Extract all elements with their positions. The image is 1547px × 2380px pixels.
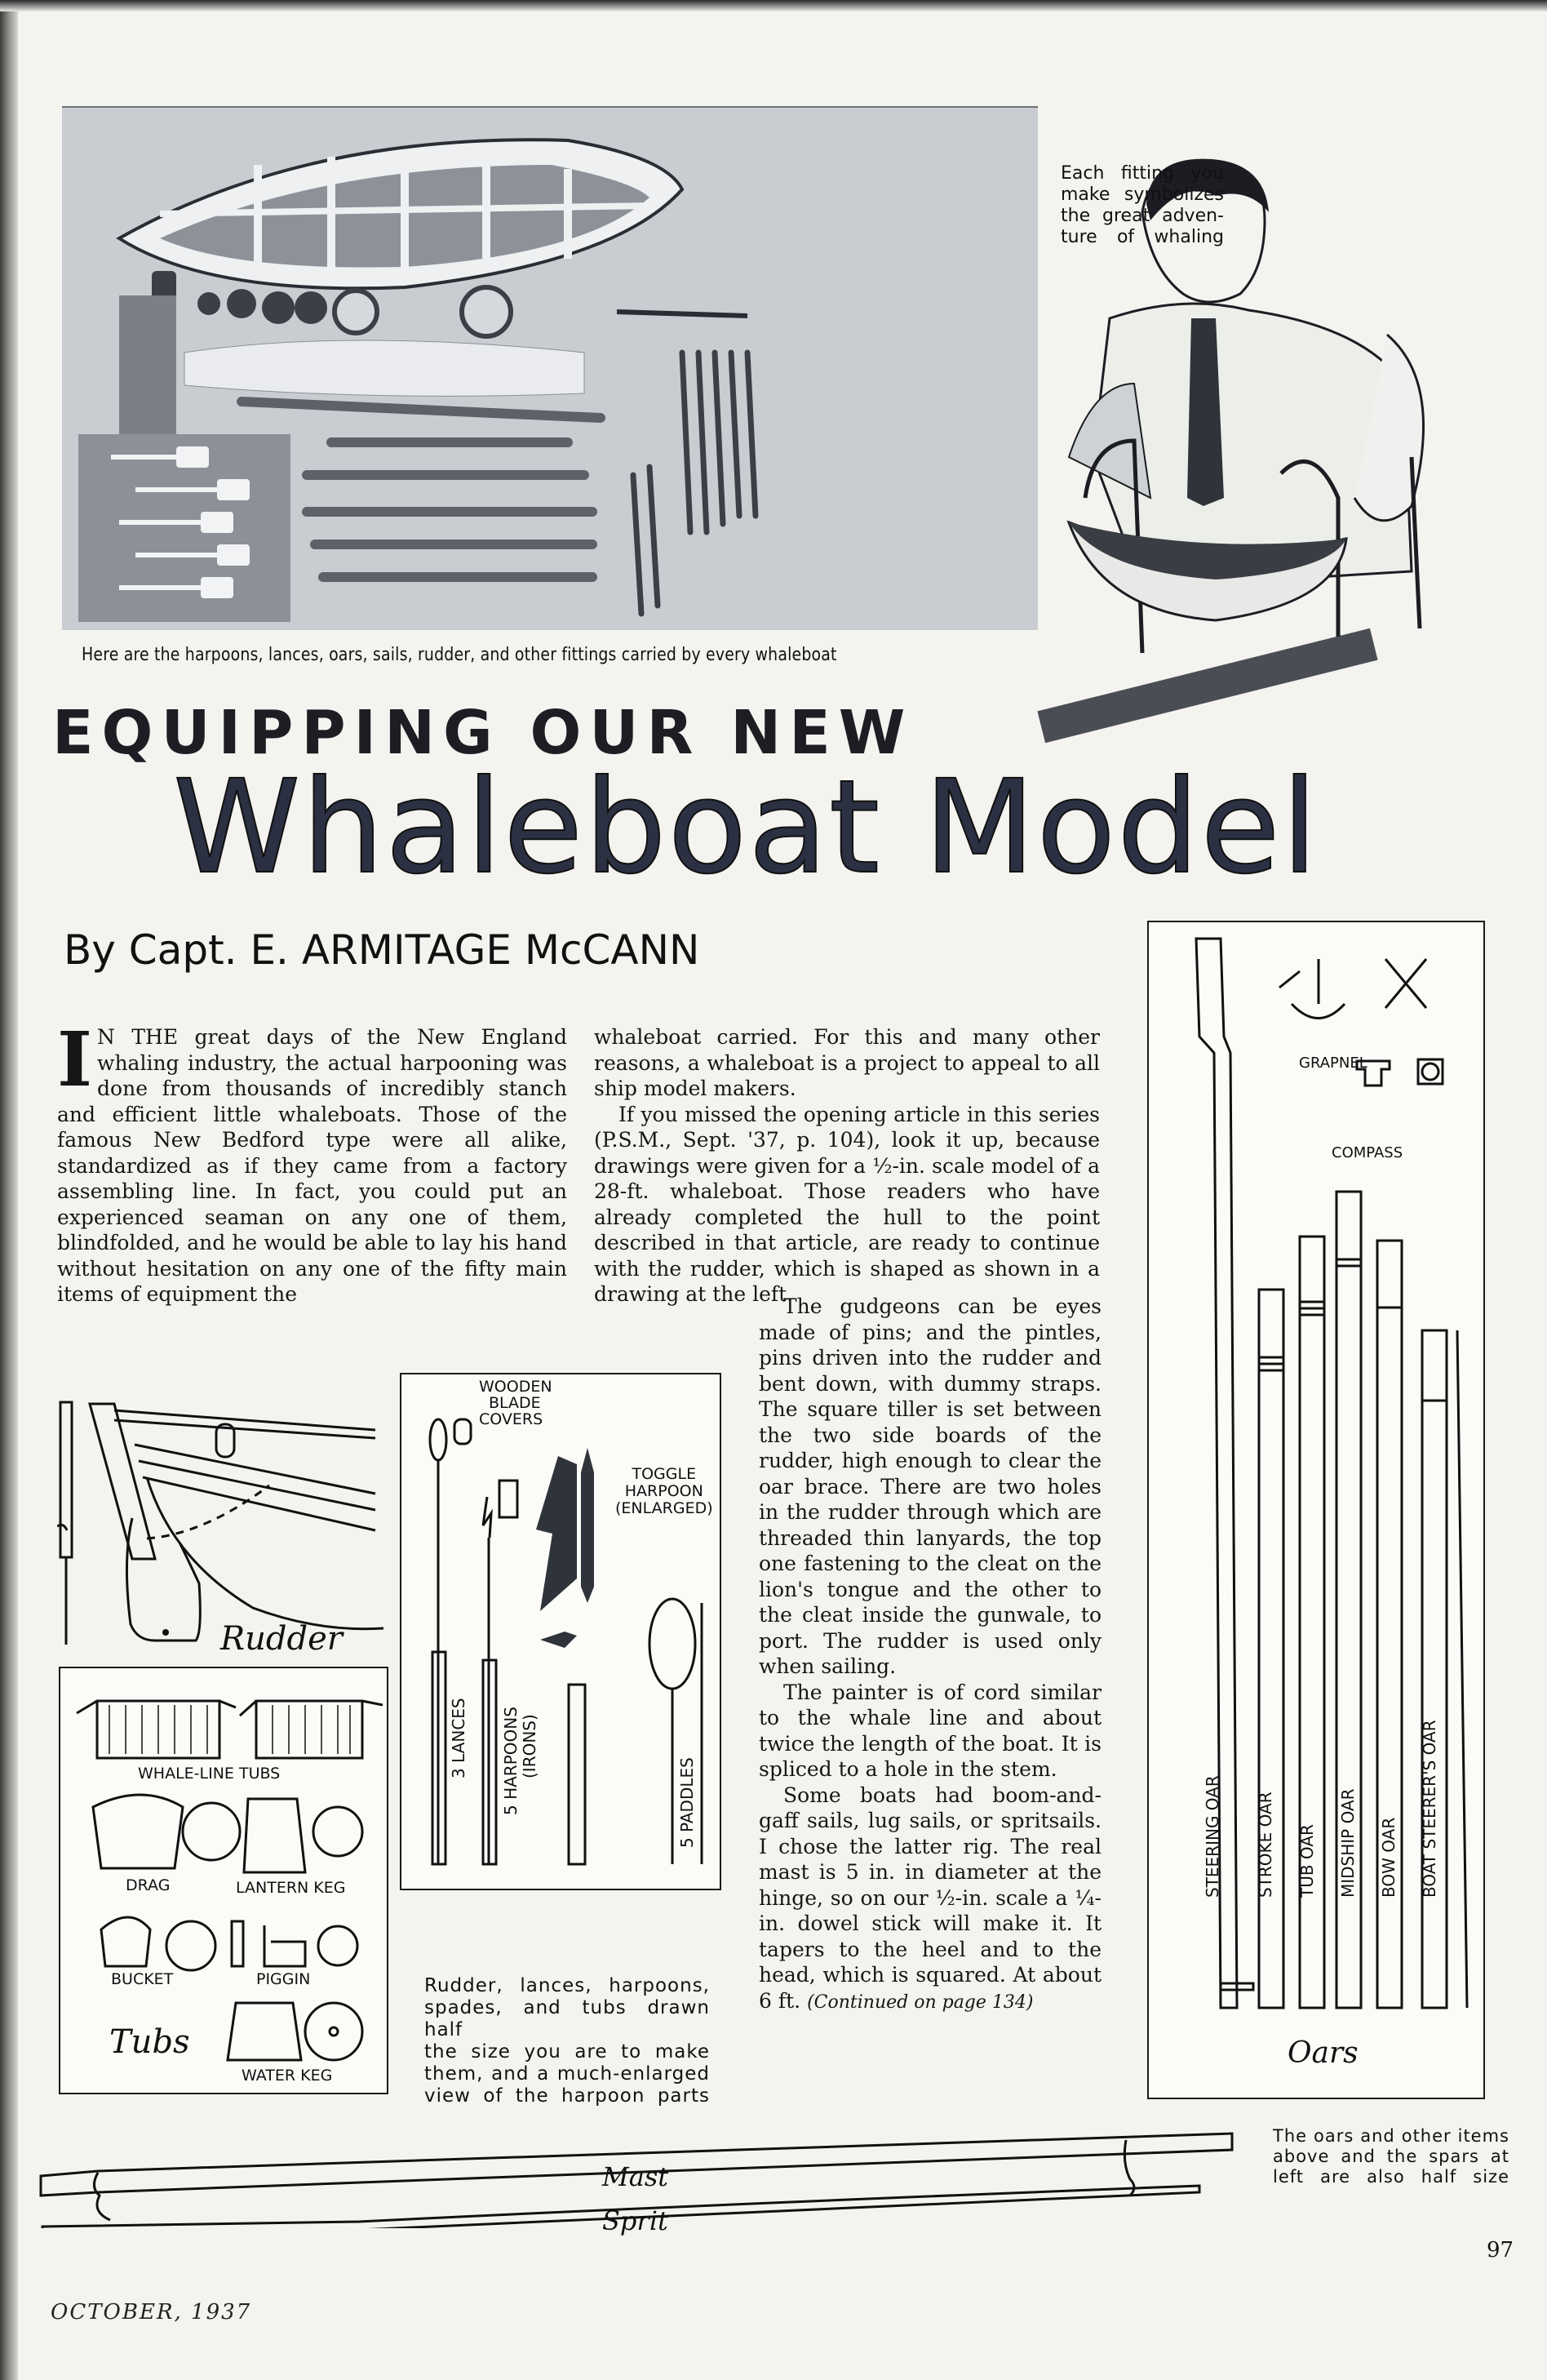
issue-date: OCTOBER, 1937 xyxy=(51,2300,252,2324)
caption-line: left are also half size xyxy=(1273,2167,1509,2187)
grapnel-label: GRAPNEL xyxy=(1299,1055,1367,1072)
piggin-label: PIGGIN xyxy=(256,1970,311,1988)
compass-label: COMPASS xyxy=(1332,1144,1403,1161)
caption-line: view of the harpoon parts xyxy=(424,2085,710,2107)
oars-panel xyxy=(1147,921,1485,2099)
fittings-photo-illustration xyxy=(62,108,1038,630)
headline-title: Whaleboat Model xyxy=(173,753,1319,903)
midship-oar-label: MIDSHIP OAR xyxy=(1338,1788,1358,1898)
oars-caption xyxy=(1273,2126,1509,2187)
irons-label: (IRONS) xyxy=(520,1714,539,1778)
tubs-panel xyxy=(59,1667,388,2094)
man-caption xyxy=(1061,163,1224,248)
man-caption-line: Each fitting you xyxy=(1061,163,1224,184)
bow-oar-label: BOW OAR xyxy=(1379,1817,1399,1898)
lantern-keg-label: LANTERN KEG xyxy=(236,1879,346,1897)
drop-cap: I xyxy=(57,1015,93,1103)
byline: By Capt. E. ARMITAGE McCANN xyxy=(64,926,700,974)
caption-line: them, and a much-enlarged xyxy=(424,2063,710,2085)
photo-caption: Here are the harpoons, lances, oars, sails, rudder, and other fittings carried by every whaleboat xyxy=(82,645,837,665)
article-paragraph: The gudgeons can be eyes made of pins; and the pintles, pins driven into the rudder and bent down, with dummy straps. The square tiller is set between the two side boards of the rudder, high enough to clear the oar brace. There are two holes in the rudder through which are threaded thin lanyards, the top one fastening to the cleat on the lion's tongue and the other to the cleat inside the gunwale, to port. The rudder is used only when sailing. xyxy=(759,1294,1102,1678)
article-column-3 xyxy=(759,1294,1102,2015)
page-number: 97 xyxy=(1487,2238,1514,2262)
drag-label: DRAG xyxy=(126,1876,171,1894)
caption-line: the size you are to make xyxy=(424,2041,710,2063)
mast-label: Mast xyxy=(602,2161,669,2192)
label-line: TOGGLE xyxy=(632,1465,697,1483)
label-line: COVERS xyxy=(479,1410,543,1428)
continued-link[interactable]: (Continued on page 134) xyxy=(807,1991,1034,2013)
sprit-label: Sprit xyxy=(602,2205,668,2236)
page-top-shadow xyxy=(0,0,1547,11)
weapons-panel xyxy=(400,1373,721,1890)
oars-title: Oars xyxy=(1288,2036,1359,2070)
oars-drawing xyxy=(1149,922,1483,2098)
article-text: Some boats had boom-and-gaff sails, lug sails, or spritsails. I chose the latter rig. The real mast is 5 in. in diameter at the hinge, so on our ½-in. scale a ¼-in. dowel stick will make it. It tapers to the heel and to the head, which is squared. At about 6 ft. xyxy=(759,1783,1102,2013)
caption-line: Rudder, lances, harpoons, xyxy=(424,1975,710,1996)
tub-oar-label: TUB OAR xyxy=(1297,1824,1317,1898)
article-column-1 xyxy=(57,1015,567,1308)
lances-label: 3 LANCES xyxy=(449,1698,468,1778)
fittings-photo xyxy=(62,106,1038,630)
article-paragraph: The painter is of cord similar to the whale line and about twice the length of the boat. It is spliced to a hole in the stem. xyxy=(759,1680,1102,1781)
wooden-blade-covers-label xyxy=(479,1379,552,1428)
toggle-harpoon-label xyxy=(615,1466,713,1517)
weapons-caption xyxy=(424,1975,710,2107)
stroke-oar-label: STROKE OAR xyxy=(1256,1792,1275,1898)
headline-kicker: EQUIPPING OUR NEW xyxy=(52,698,914,768)
caption-line: above and the spars at xyxy=(1273,2147,1509,2166)
article-paragraph xyxy=(759,1783,1102,2016)
article-column-2 xyxy=(594,1024,1100,1308)
label-line: HARPOON xyxy=(624,1482,703,1500)
article-paragraph: If you missed the opening article in this series (P.S.M., Sept. '37, p. 104), look it up, because drawings were given for a ½-in. scale model of a 28-ft. whaleboat. Those readers who have already completed the hull to the point described in that article, are ready to continue with the rudder, which is shaped as shown in a drawing at the left. xyxy=(594,1102,1100,1306)
tubs-title: Tubs xyxy=(109,2023,190,2061)
rudder-drawing xyxy=(57,1388,383,1657)
bucket-label: BUCKET xyxy=(111,1970,174,1988)
water-keg-label: WATER KEG xyxy=(242,2067,333,2085)
man-caption-line: ture of whaling xyxy=(1061,227,1224,247)
caption-line: spades, and tubs drawn half xyxy=(424,1997,710,2040)
article-paragraph: whaleboat carried. For this and many other reasons, a whaleboat is a project to appeal to all ship model makers. xyxy=(594,1025,1100,1100)
man-caption-line: the great adven- xyxy=(1061,206,1224,226)
label-line: BLADE xyxy=(489,1394,541,1412)
caption-line: The oars and other items xyxy=(1273,2126,1509,2146)
rudder-title: Rudder xyxy=(220,1620,343,1658)
paddles-label: 5 PADDLES xyxy=(677,1757,697,1848)
lances-harpoons-paddles-drawing xyxy=(401,1374,720,1889)
steering-oar-label: STEERING OAR xyxy=(1203,1775,1222,1898)
label-line: (ENLARGED) xyxy=(615,1499,713,1517)
harpoons-label: 5 HARPOONS xyxy=(501,1707,521,1815)
boat-steerers-oar-label: BOAT STEERER'S OAR xyxy=(1420,1720,1439,1898)
label-line: WOODEN xyxy=(479,1378,552,1396)
whale-line-tubs-label: WHALE-LINE TUBS xyxy=(138,1765,281,1783)
man-caption-line: make symbolizes xyxy=(1061,184,1224,205)
article-paragraph: N THE great days of the New England whaling industry, the actual harpooning was done from thousands of incredibly stanch and efficient little whaleboats. Those of the famous New Bedford type were all alike, standardized as if they came from a factory assembling line. In fact, you could put an experienced seaman on any one of them, blindfolded, and he would be able to lay his hand without hesitation on any one of the fifty main items of equipment the xyxy=(57,1025,567,1306)
page-gutter xyxy=(0,0,18,2380)
